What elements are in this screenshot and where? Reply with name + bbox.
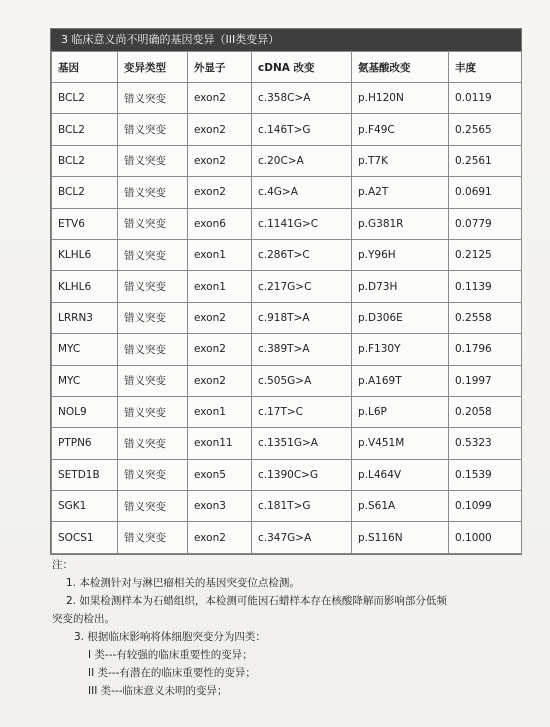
cell-cdna-change: c.1141G>C	[252, 208, 352, 239]
cell-gene: MYC	[52, 365, 118, 396]
cell-amino-acid-change: p.L464V	[352, 459, 449, 490]
cell-abundance: 0.1796	[449, 334, 522, 365]
cell-gene: MYC	[52, 334, 118, 365]
table-row	[52, 177, 522, 208]
table-row	[52, 522, 522, 553]
table-body	[52, 83, 522, 554]
cell-variant-type: 错义突变	[118, 114, 188, 145]
cell-gene: BCL2	[52, 145, 118, 176]
cell-abundance: 0.2561	[449, 145, 522, 176]
cell-gene: SOCS1	[52, 522, 118, 553]
cell-variant-type: 错义突变	[118, 334, 188, 365]
cell-cdna-change: c.358C>A	[252, 83, 352, 114]
cell-variant-type: 错义突变	[118, 459, 188, 490]
cell-exon: exon2	[188, 145, 252, 176]
cell-abundance: 0.0779	[449, 208, 522, 239]
cell-exon: exon2	[188, 334, 252, 365]
cell-cdna-change: c.389T>A	[252, 334, 352, 365]
cell-exon: exon2	[188, 177, 252, 208]
cell-variant-type: 错义突变	[118, 396, 188, 427]
cell-cdna-change: c.1390C>G	[252, 459, 352, 490]
cell-cdna-change: c.347G>A	[252, 522, 352, 553]
cell-cdna-change: c.17T>C	[252, 396, 352, 427]
cell-amino-acid-change: p.Y96H	[352, 239, 449, 270]
cell-cdna-change: c.286T>C	[252, 239, 352, 270]
cell-amino-acid-change: p.F49C	[352, 114, 449, 145]
cell-abundance: 0.2558	[449, 302, 522, 333]
table-row	[52, 83, 522, 114]
cell-exon: exon2	[188, 522, 252, 553]
cell-abundance: 0.5323	[449, 428, 522, 459]
cell-variant-type: 错义突变	[118, 83, 188, 114]
note-item-2-line-2: 突变的检出。	[52, 613, 115, 625]
note-class-3: III 类---临床意义未明的变异；	[88, 685, 228, 697]
cell-gene: BCL2	[52, 114, 118, 145]
cell-amino-acid-change: p.L6P	[352, 396, 449, 427]
cell-exon: exon1	[188, 239, 252, 270]
cell-variant-type: 错义突变	[118, 428, 188, 459]
cell-gene: SETD1B	[52, 459, 118, 490]
notes-section	[52, 556, 522, 700]
cell-abundance: 0.1139	[449, 271, 522, 302]
table-row	[52, 271, 522, 302]
cell-amino-acid-change: p.G381R	[352, 208, 449, 239]
header-gene: 基因	[52, 52, 118, 83]
cell-abundance: 0.1000	[449, 522, 522, 553]
cell-abundance: 0.1539	[449, 459, 522, 490]
cell-exon: exon1	[188, 396, 252, 427]
cell-abundance: 0.1099	[449, 491, 522, 522]
table-row	[52, 239, 522, 270]
cell-abundance: 0.2565	[449, 114, 522, 145]
cell-cdna-change: c.4G>A	[252, 177, 352, 208]
cell-variant-type: 错义突变	[118, 365, 188, 396]
cell-exon: exon2	[188, 114, 252, 145]
cell-amino-acid-change: p.T7K	[352, 145, 449, 176]
table-row	[52, 428, 522, 459]
cell-amino-acid-change: p.H120N	[352, 83, 449, 114]
cell-amino-acid-change: p.V451M	[352, 428, 449, 459]
note-class-1: I 类---有较强的临床重要性的变异；	[88, 649, 253, 661]
cell-gene: LRRN3	[52, 302, 118, 333]
header-amino-acid-change: 氨基酸改变	[352, 52, 449, 83]
table-row	[52, 208, 522, 239]
cell-gene: KLHL6	[52, 239, 118, 270]
cell-gene: SGK1	[52, 491, 118, 522]
variant-table	[51, 51, 522, 554]
table-row	[52, 491, 522, 522]
notes-heading: 注：	[52, 559, 73, 571]
cell-exon: exon3	[188, 491, 252, 522]
variant-table-container	[50, 28, 522, 555]
cell-amino-acid-change: p.D73H	[352, 271, 449, 302]
cell-gene: PTPN6	[52, 428, 118, 459]
cell-abundance: 0.0691	[449, 177, 522, 208]
header-exon: 外显子	[188, 52, 252, 83]
cell-cdna-change: c.146T>G	[252, 114, 352, 145]
cell-abundance: 0.2125	[449, 239, 522, 270]
cell-variant-type: 错义突变	[118, 522, 188, 553]
cell-cdna-change: c.1351G>A	[252, 428, 352, 459]
table-row	[52, 334, 522, 365]
table-row	[52, 365, 522, 396]
cell-amino-acid-change: p.D306E	[352, 302, 449, 333]
cell-amino-acid-change: p.F130Y	[352, 334, 449, 365]
note-item-2-line-1: 2. 如果检测样本为石蜡组织，本检测可能因石蜡样本存在核酸降解而影响部分低频	[66, 595, 447, 607]
cell-abundance: 0.0119	[449, 83, 522, 114]
cell-exon: exon2	[188, 83, 252, 114]
cell-variant-type: 错义突变	[118, 145, 188, 176]
table-row	[52, 114, 522, 145]
table-row	[52, 145, 522, 176]
cell-exon: exon2	[188, 302, 252, 333]
cell-amino-acid-change: p.S61A	[352, 491, 449, 522]
cell-cdna-change: c.20C>A	[252, 145, 352, 176]
cell-amino-acid-change: p.A169T	[352, 365, 449, 396]
cell-variant-type: 错义突变	[118, 302, 188, 333]
cell-gene: BCL2	[52, 177, 118, 208]
cell-variant-type: 错义突变	[118, 239, 188, 270]
table-row	[52, 302, 522, 333]
cell-gene: KLHL6	[52, 271, 118, 302]
cell-gene: NOL9	[52, 396, 118, 427]
note-item-3: 3. 根据临床影响将体细胞突变分为四类：	[74, 631, 266, 643]
cell-gene: BCL2	[52, 83, 118, 114]
cell-cdna-change: c.918T>A	[252, 302, 352, 333]
header-variant-type: 变异类型	[118, 52, 188, 83]
cell-variant-type: 错义突变	[118, 491, 188, 522]
cell-abundance: 0.1997	[449, 365, 522, 396]
table-row	[52, 396, 522, 427]
note-class-2: II 类---有潜在的临床重要性的变异；	[88, 667, 256, 679]
table-title: 3 临床意义尚不明确的基因变异（III类变异）	[51, 29, 521, 51]
cell-amino-acid-change: p.A2T	[352, 177, 449, 208]
cell-abundance: 0.2058	[449, 396, 522, 427]
cell-variant-type: 错义突变	[118, 177, 188, 208]
header-cdna-change: cDNA 改变	[252, 52, 352, 83]
cell-gene: ETV6	[52, 208, 118, 239]
header-abundance: 丰度	[449, 52, 522, 83]
cell-variant-type: 错义突变	[118, 208, 188, 239]
cell-exon: exon2	[188, 365, 252, 396]
table-header-row	[52, 52, 522, 83]
cell-cdna-change: c.217G>C	[252, 271, 352, 302]
cell-exon: exon5	[188, 459, 252, 490]
cell-amino-acid-change: p.S116N	[352, 522, 449, 553]
cell-exon: exon1	[188, 271, 252, 302]
cell-cdna-change: c.505G>A	[252, 365, 352, 396]
note-item-1: 1. 本检测针对与淋巴瘤相关的基因突变位点检测。	[66, 577, 300, 589]
cell-cdna-change: c.181T>G	[252, 491, 352, 522]
cell-exon: exon6	[188, 208, 252, 239]
table-row	[52, 459, 522, 490]
cell-exon: exon11	[188, 428, 252, 459]
cell-variant-type: 错义突变	[118, 271, 188, 302]
